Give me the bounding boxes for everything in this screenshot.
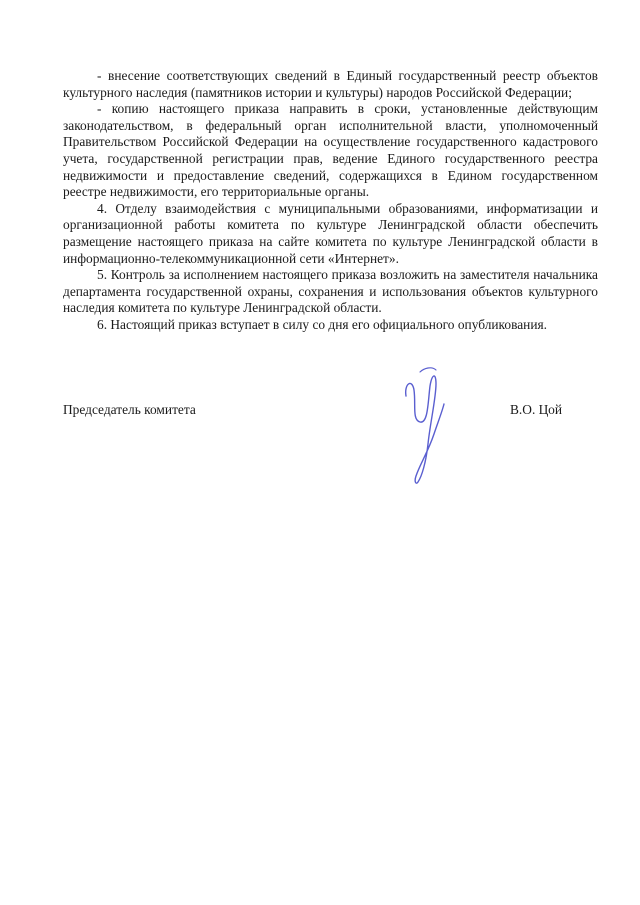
paragraph-item-4: 4. Отделу взаимодействия с муниципальными образованиями, информатизации и организационной работы комитета по культуре Ленинградской области обеспечить размещение настоящего приказа на сайте комитета по культуре Ленинградской области в информационно-телекоммуникационной сети «Интернет». <box>63 200 598 266</box>
signer-title: Председатель комитета <box>63 402 196 417</box>
paragraph-registry-entry: - внесение соответствующих сведений в Единый государственный реестр объектов культурного наследия (памятников истории и культуры) народов Российской Федерации; <box>63 68 598 100</box>
document-body <box>63 68 598 334</box>
signer-name: В.О. Цой <box>510 402 562 417</box>
signature-block <box>63 402 598 492</box>
paragraph-send-copy: - копию настоящего приказа направить в сроки, установленные действующим законодательством, в федеральный орган исполнительной власти, уполномоченный Правительством Российской Федерации на осуществление государственного кадастрового учета, государственной регистрации прав, ведение Единого государственного реестра недвижимости и предоставление сведений, содержащихся в Едином государственном реестре недвижимости, его территориальные органы. <box>63 101 598 200</box>
handwritten-signature <box>398 364 478 492</box>
paragraph-item-5: 5. Контроль за исполнением настоящего приказа возложить на заместителя начальника департамента государственной охраны, сохранения и использования объектов культурного наследия комитета по культуре Ленинградской области. <box>63 267 598 316</box>
paragraph-item-6: 6. Настоящий приказ вступает в силу со дня его официального опубликования. <box>97 316 547 332</box>
